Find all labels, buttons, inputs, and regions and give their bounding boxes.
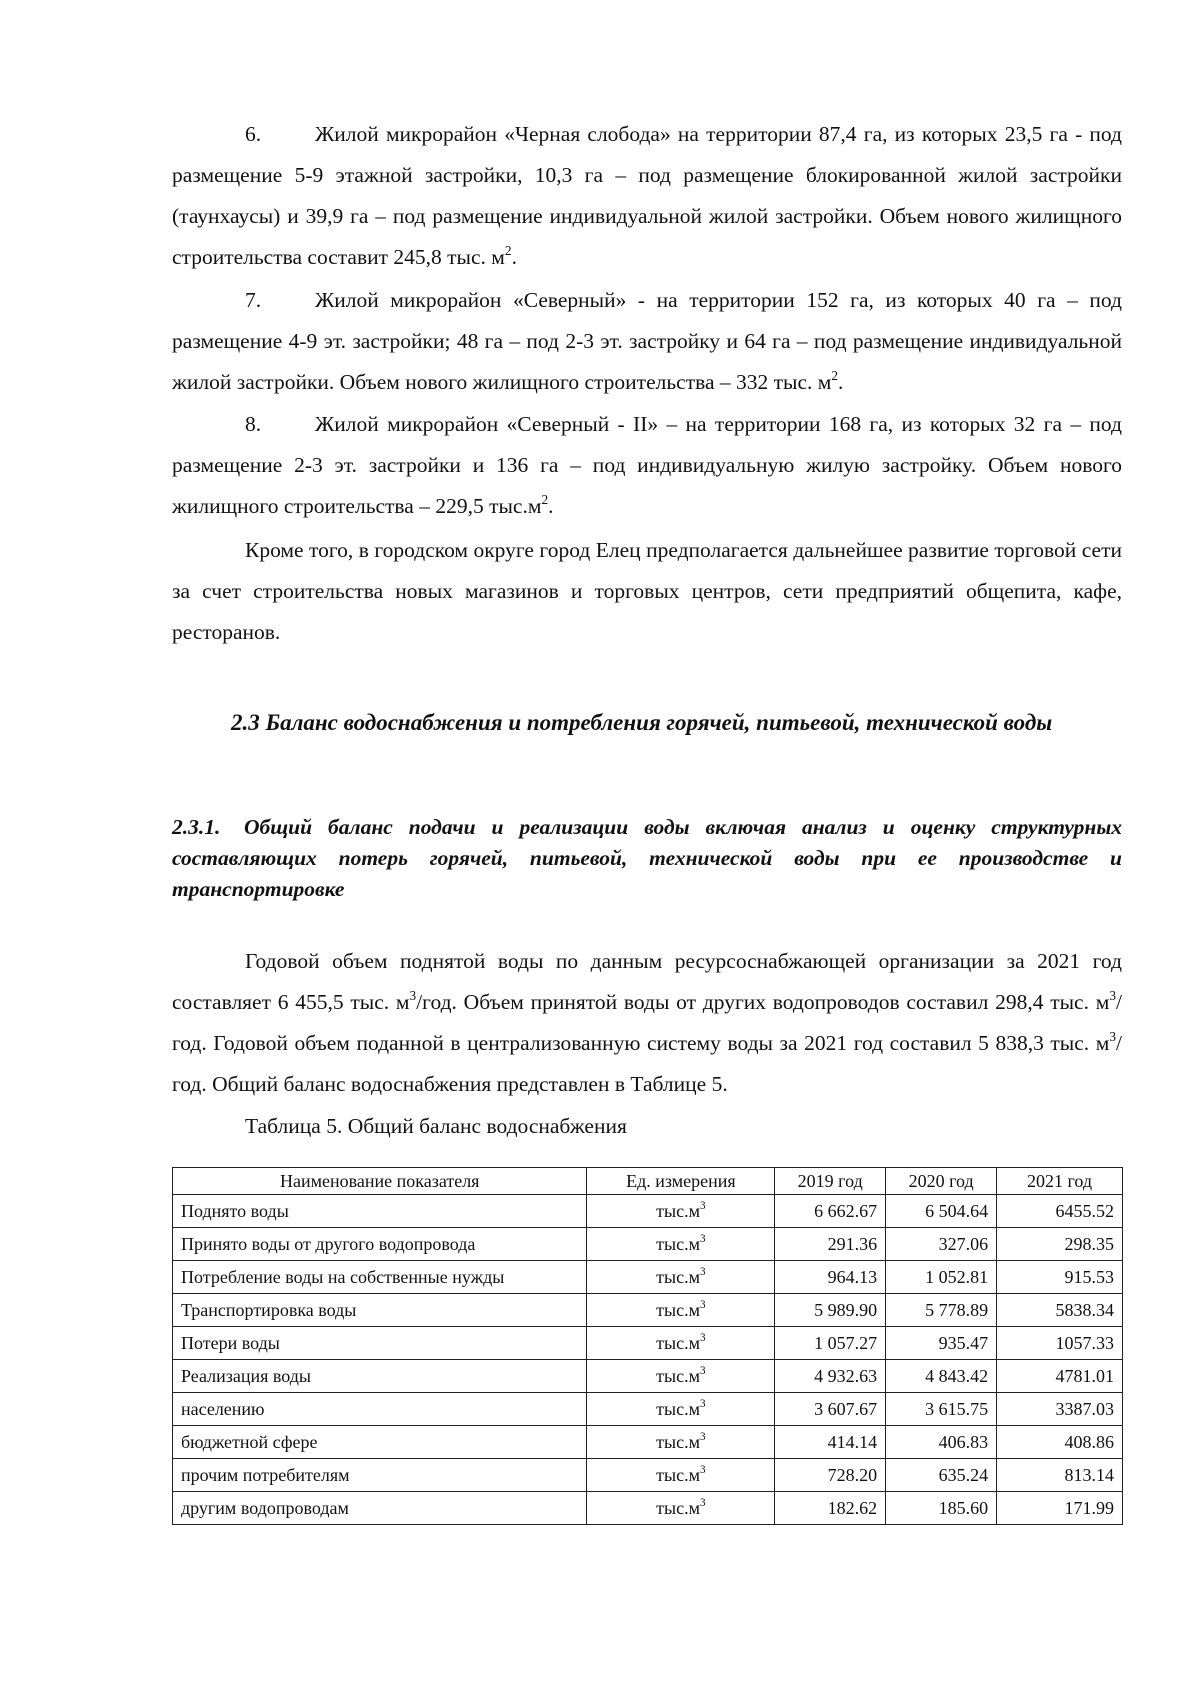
water-balance-table xyxy=(172,1167,1123,1525)
cell-2020: 406.83 xyxy=(886,1426,997,1459)
list-item-7 xyxy=(172,280,1122,403)
cell-2020: 1 052.81 xyxy=(886,1261,997,1294)
table-row xyxy=(173,1228,1123,1261)
cell-2020: 3 615.75 xyxy=(886,1393,997,1426)
superscript: 3 xyxy=(1109,988,1117,1004)
cell-2020: 185.60 xyxy=(886,1492,997,1525)
table-caption: Таблица 5. Общий баланс водоснабжения xyxy=(245,1114,627,1138)
cell-2021: 4781.01 xyxy=(997,1360,1123,1393)
cell-indicator: Реализация воды xyxy=(173,1360,587,1393)
cell-2019: 414.14 xyxy=(775,1426,886,1459)
unit-base: тыс.м xyxy=(656,1299,700,1320)
unit-base: тыс.м xyxy=(656,1398,700,1419)
cell-2020: 4 843.42 xyxy=(886,1360,997,1393)
unit-base: тыс.м xyxy=(656,1464,700,1485)
cell-2021: 6455.52 xyxy=(997,1195,1123,1228)
unit-base: тыс.м xyxy=(656,1332,700,1353)
superscript: 2 xyxy=(831,368,839,384)
cell-2019: 4 932.63 xyxy=(775,1360,886,1393)
list-item-number: 7. xyxy=(245,288,262,312)
unit-base: тыс.м xyxy=(656,1365,700,1386)
unit-superscript: 3 xyxy=(699,1430,706,1443)
cell-2020: 935.47 xyxy=(886,1327,997,1360)
paragraph-trade xyxy=(172,530,1122,653)
list-item-tail: . xyxy=(511,245,517,269)
cell-unit xyxy=(587,1492,775,1525)
cell-2019: 964.13 xyxy=(775,1261,886,1294)
paragraph-volume-part: Годовой объем поднятой воды по данным ресурсоснабжающей организации за 2021 год составляет 6 455,5 тыс. м xyxy=(172,949,1122,1014)
list-item-8 xyxy=(172,404,1122,527)
table-row xyxy=(173,1261,1123,1294)
unit-superscript: 3 xyxy=(699,1364,706,1377)
cell-indicator: Потери воды xyxy=(173,1327,587,1360)
cell-2021: 1057.33 xyxy=(997,1327,1123,1360)
cell-indicator: другим водопроводам xyxy=(173,1492,587,1525)
cell-indicator: Поднято воды xyxy=(173,1195,587,1228)
unit-superscript: 3 xyxy=(699,1496,706,1509)
subsection-title: Общий баланс подачи и реализации воды включая анализ и оценку структурных составляющих потерь горячей, питьевой, технической воды при ее производстве и транспортировке xyxy=(172,815,1122,901)
cell-2020: 6 504.64 xyxy=(886,1195,997,1228)
superscript: 3 xyxy=(1109,1029,1117,1045)
cell-2019: 3 607.67 xyxy=(775,1393,886,1426)
superscript: 2 xyxy=(541,492,549,508)
cell-unit xyxy=(587,1360,775,1393)
table-row xyxy=(173,1327,1123,1360)
cell-unit xyxy=(587,1228,775,1261)
paragraph-volume-part: /год. Годовой объем поданной в централизованную систему воды за 2021 год составил 5 838,3 тыс. м xyxy=(172,990,1122,1055)
table-row xyxy=(173,1459,1123,1492)
cell-2021: 915.53 xyxy=(997,1261,1123,1294)
cell-2019: 728.20 xyxy=(775,1459,886,1492)
cell-indicator: Принято воды от другого водопровода xyxy=(173,1228,587,1261)
unit-superscript: 3 xyxy=(699,1397,706,1410)
header-2021: 2021 год xyxy=(997,1168,1123,1195)
cell-2019: 291.36 xyxy=(775,1228,886,1261)
list-item-6 xyxy=(172,114,1122,278)
table-row xyxy=(173,1195,1123,1228)
cell-unit xyxy=(587,1459,775,1492)
cell-unit xyxy=(587,1294,775,1327)
unit-superscript: 3 xyxy=(699,1232,706,1245)
unit-superscript: 3 xyxy=(699,1331,706,1344)
table-row xyxy=(173,1294,1123,1327)
cell-indicator: прочим потребителям xyxy=(173,1459,587,1492)
subsection-heading xyxy=(172,812,1122,905)
unit-superscript: 3 xyxy=(699,1199,706,1212)
cell-unit xyxy=(587,1327,775,1360)
list-item-number: 8. xyxy=(245,412,262,436)
superscript: 3 xyxy=(409,988,417,1004)
superscript: 2 xyxy=(504,243,512,259)
unit-base: тыс.м xyxy=(656,1431,700,1452)
unit-base: тыс.м xyxy=(656,1266,700,1287)
unit-superscript: 3 xyxy=(699,1265,706,1278)
list-item-text: Жилой микрорайон «Северный - II» – на территории 168 га, из которых 32 га – под размещение 2-3 эт. застройки и 136 га – под индивидуальную жилую застройку. Объем нового жилищного строительства – 229,5 тыс.м xyxy=(172,412,1122,518)
section-heading xyxy=(158,706,1122,740)
table-row xyxy=(173,1426,1123,1459)
unit-superscript: 3 xyxy=(699,1463,706,1476)
cell-2020: 327.06 xyxy=(886,1228,997,1261)
cell-indicator: Транспортировка воды xyxy=(173,1294,587,1327)
table-header-row xyxy=(173,1168,1123,1195)
cell-unit xyxy=(587,1393,775,1426)
cell-2021: 3387.03 xyxy=(997,1393,1123,1426)
unit-superscript: 3 xyxy=(699,1298,706,1311)
paragraph-volume xyxy=(172,941,1122,1105)
list-item-tail: . xyxy=(838,370,844,394)
cell-unit xyxy=(587,1261,775,1294)
paragraph-volume-part: /год. Общий баланс водоснабжения представлен в Таблице 5. xyxy=(172,1031,1122,1096)
unit-base: тыс.м xyxy=(656,1497,700,1518)
cell-unit xyxy=(587,1426,775,1459)
cell-2021: 813.14 xyxy=(997,1459,1123,1492)
unit-base: тыс.м xyxy=(656,1233,700,1254)
cell-2020: 5 778.89 xyxy=(886,1294,997,1327)
cell-2020: 635.24 xyxy=(886,1459,997,1492)
cell-2019: 6 662.67 xyxy=(775,1195,886,1228)
list-item-number: 6. xyxy=(245,122,262,146)
cell-2019: 182.62 xyxy=(775,1492,886,1525)
list-item-text: Жилой микрорайон «Черная слобода» на территории 87,4 га, из которых 23,5 га - под размещение 5-9 этажной застройки, 10,3 га – под размещение блокированной жилой застройки (таунхаусы) и 39,9 га – под размещение индивидуальной жилой застройки. Объем нового жилищного строительства составит 245,8 тыс. м xyxy=(172,122,1122,269)
cell-unit xyxy=(587,1195,775,1228)
cell-indicator: Потребление воды на собственные нужды xyxy=(173,1261,587,1294)
table-row xyxy=(173,1393,1123,1426)
header-indicator: Наименование показателя xyxy=(173,1168,587,1195)
section-heading-text: 2.3 Баланс водоснабжения и потребления горячей, питьевой, технической воды xyxy=(231,710,1053,735)
cell-2021: 408.86 xyxy=(997,1426,1123,1459)
subsection-number: 2.3.1. xyxy=(172,815,221,839)
cell-2019: 5 989.90 xyxy=(775,1294,886,1327)
header-2020: 2020 год xyxy=(886,1168,997,1195)
unit-base: тыс.м xyxy=(656,1200,700,1221)
table-row xyxy=(173,1360,1123,1393)
table-body xyxy=(173,1195,1123,1525)
header-unit: Ед. измерения xyxy=(587,1168,775,1195)
table-row xyxy=(173,1492,1123,1525)
paragraph-trade-text: Кроме того, в городском округе город Елец предполагается дальнейшее развитие торговой сети за счет строительства новых магазинов и торговых центров, сети предприятий общепита, кафе, ресторанов. xyxy=(172,538,1122,644)
cell-2019: 1 057.27 xyxy=(775,1327,886,1360)
cell-2021: 171.99 xyxy=(997,1492,1123,1525)
paragraph-volume-part: /год. Объем принятой воды от других водопроводов составил 298,4 тыс. м xyxy=(416,990,1110,1014)
cell-2021: 5838.34 xyxy=(997,1294,1123,1327)
cell-indicator: бюджетной сфере xyxy=(173,1426,587,1459)
cell-indicator: населению xyxy=(173,1393,587,1426)
list-item-text: Жилой микрорайон «Северный» - на территории 152 га, из которых 40 га – под размещение 4-9 эт. застройки; 48 га – под 2-3 эт. застройку и 64 га – под размещение индивидуальной жилой застройки. Объем нового жилищного строительства – 332 тыс. м xyxy=(172,288,1122,394)
header-2019: 2019 год xyxy=(775,1168,886,1195)
list-item-tail: . xyxy=(548,494,554,518)
cell-2021: 298.35 xyxy=(997,1228,1123,1261)
